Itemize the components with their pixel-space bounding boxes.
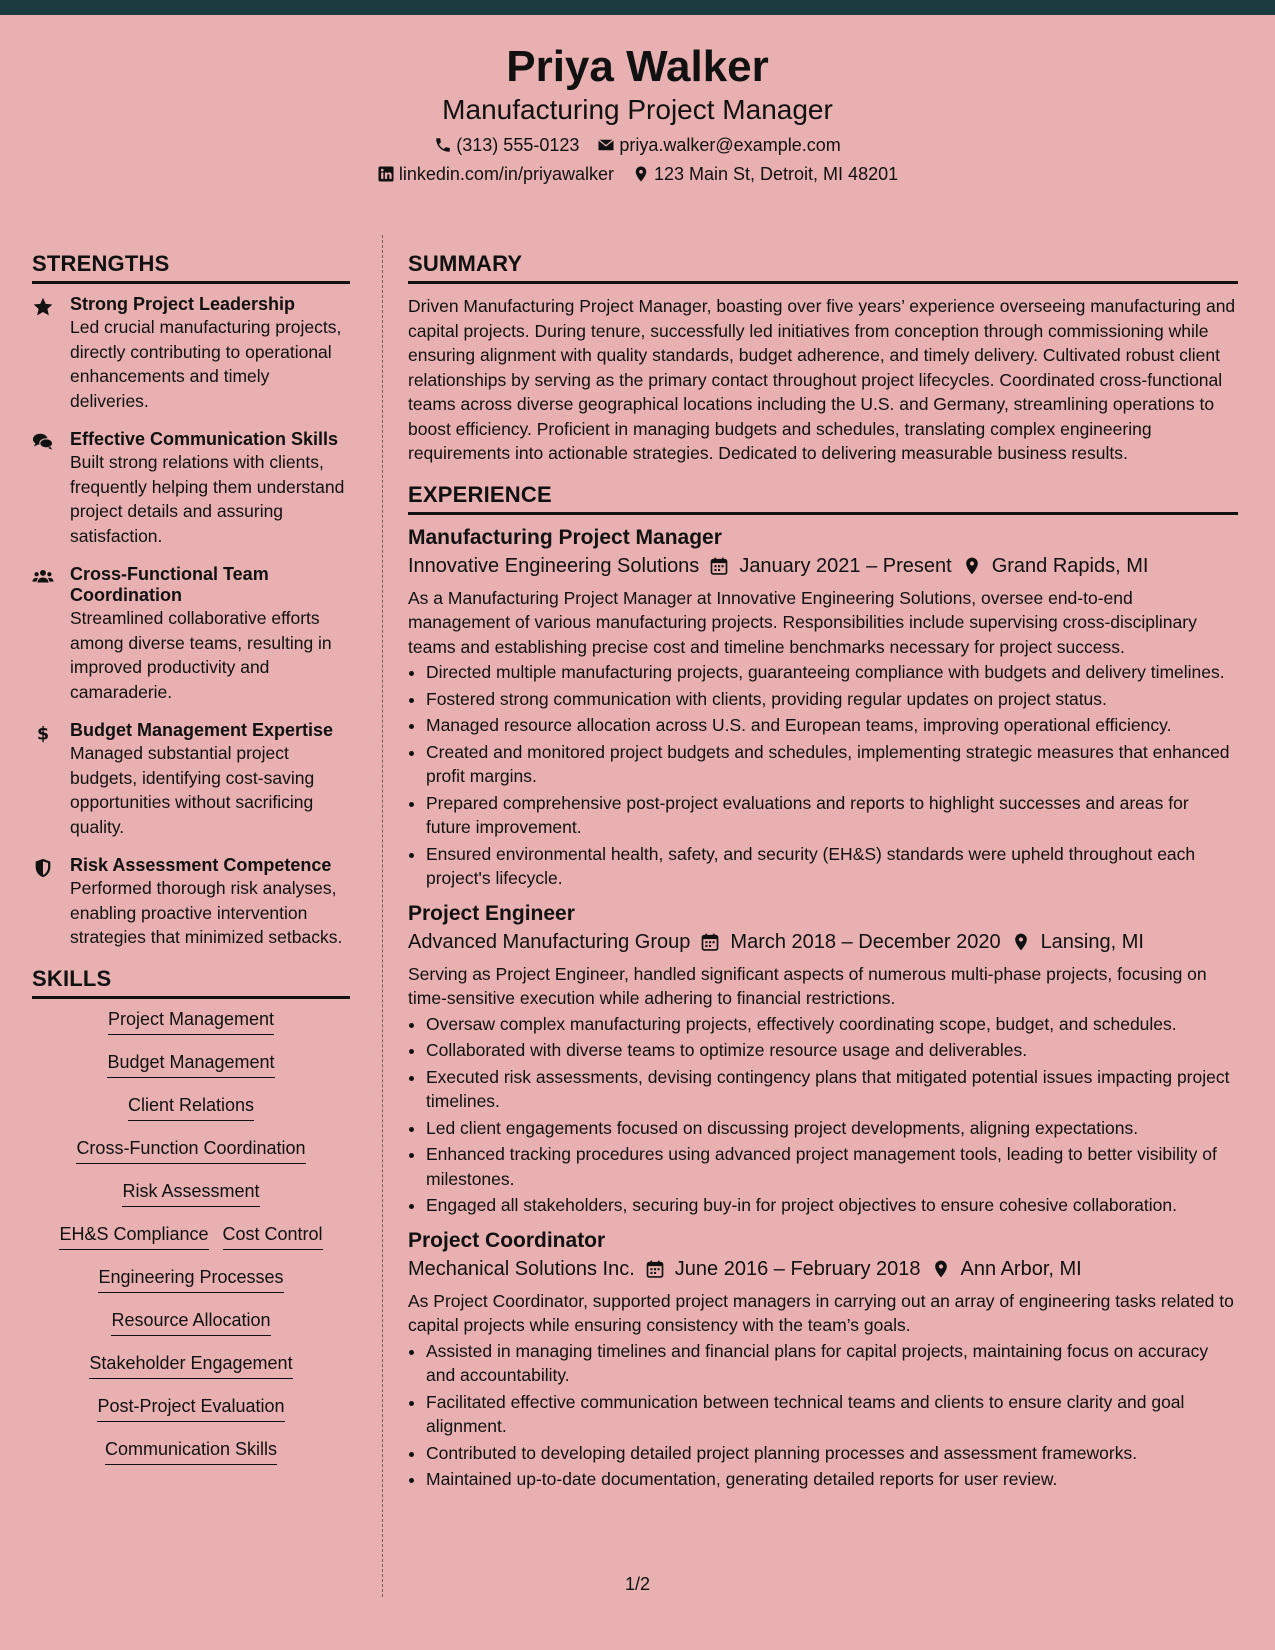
job-bullet: • Facilitated effective communication between technical teams and clients to ensure clarity and goal alignment.	[426, 1390, 1238, 1439]
address-text: 123 Main St, Detroit, MI 48201	[653, 163, 899, 184]
map-pin-icon	[1011, 932, 1031, 952]
calendar-icon	[709, 556, 729, 576]
job-meta	[408, 555, 1238, 578]
column-divider	[382, 235, 383, 1597]
job-bullets	[408, 1339, 1238, 1492]
job-bullet: • Fostered strong communication with clients, providing regular updates on project status.	[426, 687, 1238, 712]
job-bullet: • Executed risk assessments, devising contingency plans that mitigated potential issues impacting project timelines.	[426, 1065, 1238, 1114]
skill-tag: Project Management	[108, 1009, 274, 1035]
skill-tag: Resource Allocation	[111, 1310, 270, 1336]
job-bullet: • Created and monitored project budgets and schedules, implementing strategic measures that enhanced profit margins.	[426, 740, 1238, 789]
skill-tag: Cost Control	[223, 1224, 323, 1250]
skill-tag: Communication Skills	[105, 1439, 277, 1465]
map-pin-icon	[931, 1259, 951, 1279]
job-company: Advanced Manufacturing Group	[408, 930, 691, 953]
linkedin-contact[interactable]	[377, 164, 614, 185]
job-meta	[408, 1258, 1238, 1281]
dollar-icon	[32, 722, 54, 744]
map-pin-icon	[632, 165, 650, 183]
job-bullet: • Led client engagements focused on discussing project developments, aligning expectations.	[426, 1116, 1238, 1141]
job-meta	[408, 931, 1238, 954]
skill-tag: Budget Management	[107, 1052, 274, 1078]
header-separator	[0, 203, 1275, 223]
candidate-name: Priya Walker	[506, 42, 769, 91]
linkedin-text[interactable]: linkedin.com/in/priyawalker	[398, 163, 614, 184]
summary-text: Driven Manufacturing Project Manager, boasting over five years’ experience overseeing manufacturing and capital projects. During tenure, successfully led initiatives from conception through commissioning while ensuring alignment with quality standards, budget adherence, and timely delivery. Cultivated robust client relationships by serving as the primary contact throughout project lifecycles. Coordinated cross-functional teams across diverse geographical locations including the U.S. and Germany, streamlining operations to boost efficiency. Proficient in managing budgets and schedules, translating complex engineering requirements into actionable strategies. Dedicated to delivering measurable business results.	[408, 296, 1236, 463]
strength-description: Managed substantial project budgets, identifying cost-saving opportunities without sacrificing quality.	[70, 743, 315, 837]
job-title: Project Engineer	[408, 901, 575, 925]
job-bullet: • Directed multiple manufacturing projects, guaranteeing compliance with budgets and delivery timelines.	[426, 660, 1238, 685]
job-entry	[408, 901, 1238, 1218]
strength-item	[32, 564, 350, 704]
job-description: As Project Coordinator, supported project managers in carrying out an array of engineering tasks related to capital projects while ensuring consistency with the team’s goals.	[408, 1290, 1234, 1335]
contact-row-2	[0, 164, 1275, 185]
job-location: Grand Rapids, MI	[991, 554, 1149, 577]
strength-title: Budget Management Expertise	[70, 720, 334, 740]
strength-description: Streamlined collaborative efforts among diverse teams, resulting in improved productivity and camaraderie.	[70, 608, 332, 702]
job-bullet: • Engaged all stakeholders, securing buy-in for project objectives to ensure cohesive collaboration.	[426, 1193, 1238, 1218]
job-bullets	[408, 1012, 1238, 1218]
calendar-icon	[645, 1259, 665, 1279]
job-location: Ann Arbor, MI	[960, 1257, 1082, 1280]
job-entry	[408, 1228, 1238, 1492]
skill-tag: EH&S Compliance	[59, 1224, 208, 1250]
page-number: 1/2	[624, 1574, 651, 1594]
skills-heading: SKILLS	[32, 966, 350, 999]
skill-tag: Stakeholder Engagement	[89, 1353, 292, 1379]
strength-description: Led crucial manufacturing projects, directly contributing to operational enhancements and timely deliveries.	[70, 317, 342, 411]
job-dates: June 2016 – February 2018	[674, 1257, 921, 1280]
linkedin-icon	[377, 165, 395, 183]
skill-tag: Cross-Function Coordination	[76, 1138, 305, 1164]
job-bullet: • Managed resource allocation across U.S. and European teams, improving operational efficiency.	[426, 713, 1238, 738]
address-contact	[632, 164, 898, 185]
skill-tag: Risk Assessment	[122, 1181, 259, 1207]
comments-icon	[32, 431, 54, 453]
left-column	[32, 223, 350, 1597]
email-contact[interactable]	[597, 135, 840, 156]
job-bullet: • Assisted in managing timelines and financial plans for capital projects, maintaining focus on accuracy and accountability.	[426, 1339, 1238, 1388]
top-bar	[0, 0, 1275, 15]
experience-heading: EXPERIENCE	[408, 482, 1238, 515]
strength-description: Performed thorough risk analyses, enabling proactive intervention strategies that minimized setbacks.	[70, 878, 343, 947]
resume-header	[0, 15, 1275, 203]
candidate-role: Manufacturing Project Manager	[442, 94, 833, 126]
strength-item	[32, 294, 350, 413]
job-company: Mechanical Solutions Inc.	[408, 1257, 635, 1280]
job-bullet: • Oversaw complex manufacturing projects, effectively coordinating scope, budget, and schedules.	[426, 1012, 1238, 1037]
star-icon	[32, 296, 54, 318]
job-bullet: • Prepared comprehensive post-project evaluations and reports to highlight successes and areas for future improvement.	[426, 791, 1238, 840]
job-bullet: • Enhanced tracking procedures using advanced project management tools, leading to better visibility of milestones.	[426, 1142, 1238, 1191]
strength-item	[32, 855, 350, 950]
phone-icon	[434, 136, 452, 154]
summary-heading: SUMMARY	[408, 251, 1238, 284]
svg-text:$: $	[36, 724, 50, 744]
job-bullet: • Maintained up-to-date documentation, generating detailed reports for user review.	[426, 1467, 1238, 1492]
strength-item	[32, 429, 350, 548]
job-dates: January 2021 – Present	[739, 554, 952, 577]
calendar-icon	[700, 932, 720, 952]
strength-title: Strong Project Leadership	[70, 294, 296, 314]
job-dates: March 2018 – December 2020	[730, 930, 1001, 953]
job-location: Lansing, MI	[1040, 930, 1144, 953]
skill-tag: Engineering Processes	[98, 1267, 283, 1293]
strength-title: Cross-Functional Team Coordination	[70, 564, 269, 605]
envelope-icon	[597, 136, 615, 154]
job-bullet: • Ensured environmental health, safety, and security (EH&S) standards were upheld throughout each project's lifecycle.	[426, 842, 1238, 891]
job-title: Project Coordinator	[408, 1228, 606, 1252]
phone-contact	[434, 135, 579, 156]
job-company: Innovative Engineering Solutions	[408, 554, 700, 577]
users-icon	[32, 566, 54, 588]
skill-tag: Client Relations	[128, 1095, 254, 1121]
email-text[interactable]: priya.walker@example.com	[619, 134, 841, 155]
map-pin-icon	[962, 556, 982, 576]
strengths-heading: STRENGTHS	[32, 251, 350, 284]
strength-description: Built strong relations with clients, frequently helping them understand project details and assuring satisfaction.	[70, 452, 345, 546]
phone-text: (313) 555-0123	[456, 134, 580, 155]
right-column	[408, 223, 1238, 1597]
strength-title: Effective Communication Skills	[70, 429, 339, 449]
content-columns	[0, 223, 1275, 1597]
job-description: Serving as Project Engineer, handled significant aspects of numerous multi-phase projects, focusing on time-sensitive execution while adhering to financial restrictions.	[408, 963, 1207, 1008]
job-bullets	[408, 660, 1238, 891]
job-entry	[408, 525, 1238, 891]
job-title: Manufacturing Project Manager	[408, 525, 722, 549]
strength-item	[32, 720, 350, 839]
job-bullet: • Collaborated with diverse teams to optimize resource usage and deliverables.	[426, 1038, 1238, 1063]
strength-title: Risk Assessment Competence	[70, 855, 332, 875]
job-description: As a Manufacturing Project Manager at Innovative Engineering Solutions, oversee end-to-end management of various manufacturing projects. Responsibilities include supervising cross-disciplinary teams and establishing precise cost and timeline benchmarks necessary for project success.	[408, 587, 1197, 657]
skill-tag: Post-Project Evaluation	[97, 1396, 284, 1422]
shield-icon	[32, 857, 54, 879]
contact-row-1	[0, 135, 1275, 156]
skills-list	[32, 1009, 350, 1465]
job-bullet: • Contributed to developing detailed project planning processes and assessment frameworks.	[426, 1441, 1238, 1466]
